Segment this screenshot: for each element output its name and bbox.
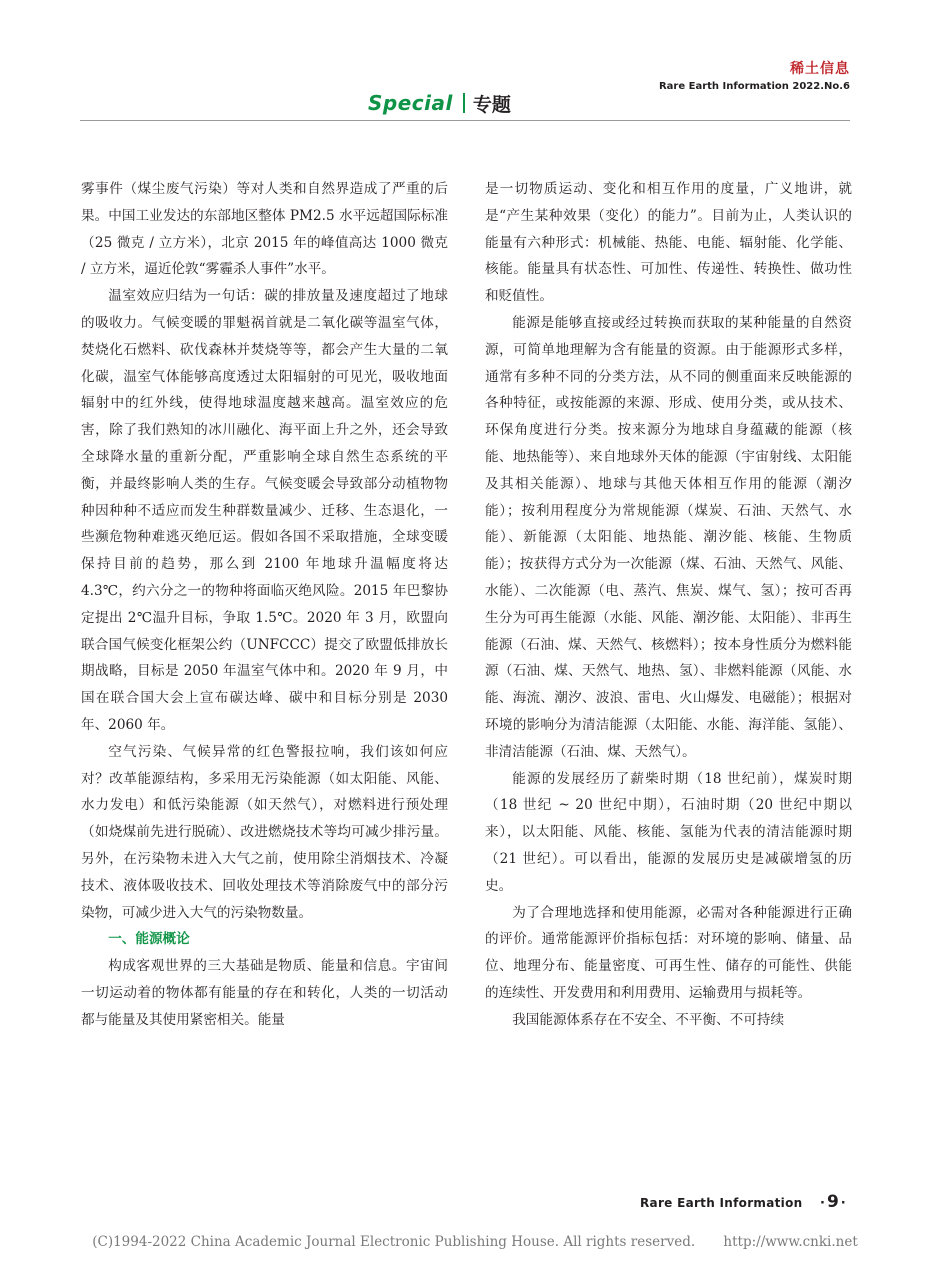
paragraph: 为了合理地选择和使用能源，必需对各种能源进行正确的评价。通常能源评价指标包括：对环境的影响、储量、品位、地理分布、能量密度、可再生性、储存的可能性、供能的连续性、开发费用和利用费用、运输费用与损耗等。 — [485, 904, 852, 1001]
paragraph: 能源的发展经历了薪柴时期（18 世纪前），煤炭时期（18 世纪 ~ 20 世纪中期），石油时期（20 世纪中期以来），以太阳能、风能、核能、氢能为代表的清洁能源时期（21 世纪）。可以看出，能源的发展历史是减碳增氢的历史。 — [485, 770, 852, 894]
left-column — [81, 176, 448, 1034]
paragraph: 空气污染、气候异常的红色警报拉响，我们该如何应对？改革能源结构，多采用无污染能源（如太阳能、风能、水力发电）和低污染能源（如天然气），对燃料进行预处理（如烧煤前先进行脱硫）、改进燃烧技术等均可减少排污量。另外，在污染物未进入大气之前，使用除尘消烟技术、冷凝技术、液体吸收技术、回收处理技术等消除废气中的部分污染物，可减少进入大气的污染物数量。 — [81, 743, 448, 921]
paragraph: 是一切物质运动、变化和相互作用的度量，广义地讲，就是“产生某种效果（变化）的能力”。目前为止，人类认识的能量有六种形式：机械能、热能、电能、辐射能、化学能、核能。能量具有状态性、可加性、传递性、转换性、做功性和贬值性。 — [485, 181, 852, 305]
cnki-link[interactable]: http://www.cnki.net — [723, 1234, 858, 1250]
paragraph: 构成客观世界的三大基础是物质、能量和信息。宇宙间一切运动着的物体都有能量的存在和转化，人类的一切活动都与能量及其使用紧密相关。能量 — [81, 958, 448, 1028]
paragraph: 我国能源体系存在不安全、不平衡、不可持续 — [512, 1011, 785, 1028]
right-column — [485, 176, 852, 1034]
section-title — [368, 88, 511, 118]
section-divider — [463, 93, 465, 113]
copyright-line — [0, 1234, 950, 1250]
header-rule — [80, 120, 850, 121]
header-top — [659, 60, 850, 94]
paragraph: 温室效应归结为一句话：碳的排放量及速度超过了地球的吸收力。气候变暖的罪魁祸首就是二氧化碳等温室气体，焚烧化石燃料、砍伐森林并焚烧等等，都会产生大量的二氧化碳，温室气体能够高度透过太阳辐射的可见光，吸收地面辐射中的红外线，使得地球温度越来越高。温室效应的危害，除了我们熟知的冰川融化、海平面上升之外，还会导致全球降水量的重新分配，严重影响全球自然生态系统的平衡，并最终影响人类的生存。气候变暖会导致部分动植物物种因种种不适应而发生种群数量减少、迁移、生态退化，一些濒危物种难逃灭绝厄运。假如各国不采取措施，全球变暖保持目前的趋势，那么到 2100 年地球升温幅度将达 4.3℃，约六分之一的物种将面临灭绝风险。2015 年巴黎协定提出 2℃温升目标，争取 1.5℃。2020 年 3 月，欧盟向联合国气候变化框架公约（UNFCCC）提交了欧盟低排放长期战略，目标是 2050 年温室气体中和。2020 年 9 月，中国在联合国大会上宣布碳达峰、碳中和目标分别是 2030 年、2060 年。 — [81, 288, 448, 733]
journal-name-cn: 稀土信息 — [790, 61, 850, 77]
section-title-en: Special — [368, 91, 453, 115]
copyright-text: (C)1994-2022 China Academic Journal Electronic Publishing House. All rights reserved. — [92, 1234, 696, 1250]
issue-label: Rare Earth Information 2022.No.6 — [658, 81, 850, 92]
paragraph: 能源是能够直接或经过转换而获取的某种能量的自然资源，可简单地理解为含有能量的资源。由于能源形式多样，通常有多种不同的分类方法，从不同的侧重面来反映能源的各种特征，或按能源的来源、形成、使用分类，或从技术、环保角度进行分类。按来源分为地球自身蕴藏的能源（核能、地热能等）、来自地球外天体的能源（宇宙射线、太阳能及其相关能源）、地球与其他天体相互作用的能源（潮汐能）；按利用程度分为常规能源（煤炭、石油、天然气、水能）、新能源（太阳能、地热能、潮汐能、核能、生物质能）；按获得方式分为一次能源（煤、石油、天然气、风能、水能）、二次能源（电、蒸汽、焦炭、煤气、氢）；按可否再生分为可再生能源（水能、风能、潮汐能、太阳能）、非再生能源（石油、煤、天然气、核燃料）；按本身性质分为燃料能源（石油、煤、天然气、地热、氢）、非燃料能源（风能、水能、海流、潮汐、波浪、雷电、火山爆发、电磁能）；根据对环境的影响分为清洁能源（太阳能、水能、海洋能、氢能）、非清洁能源（石油、煤、天然气）。 — [485, 314, 852, 760]
page-number: · 9 · — [818, 1192, 848, 1212]
paragraph: 雾事件（煤尘废气污染）等对人类和自然界造成了严重的后果。中国工业发达的东部地区整体 PM2.5 水平远超国际标准（25 微克 / 立方米），北京 2015 年的峰值高达 1000 微克 / 立方米，逼近伦敦“雾霾杀人事件”水平。 — [81, 181, 448, 278]
section-title-cn: 专题 — [472, 93, 511, 116]
section-heading: 一、能源概论 — [108, 931, 190, 948]
footer-journal-name: Rare Earth Information — [640, 1196, 803, 1210]
